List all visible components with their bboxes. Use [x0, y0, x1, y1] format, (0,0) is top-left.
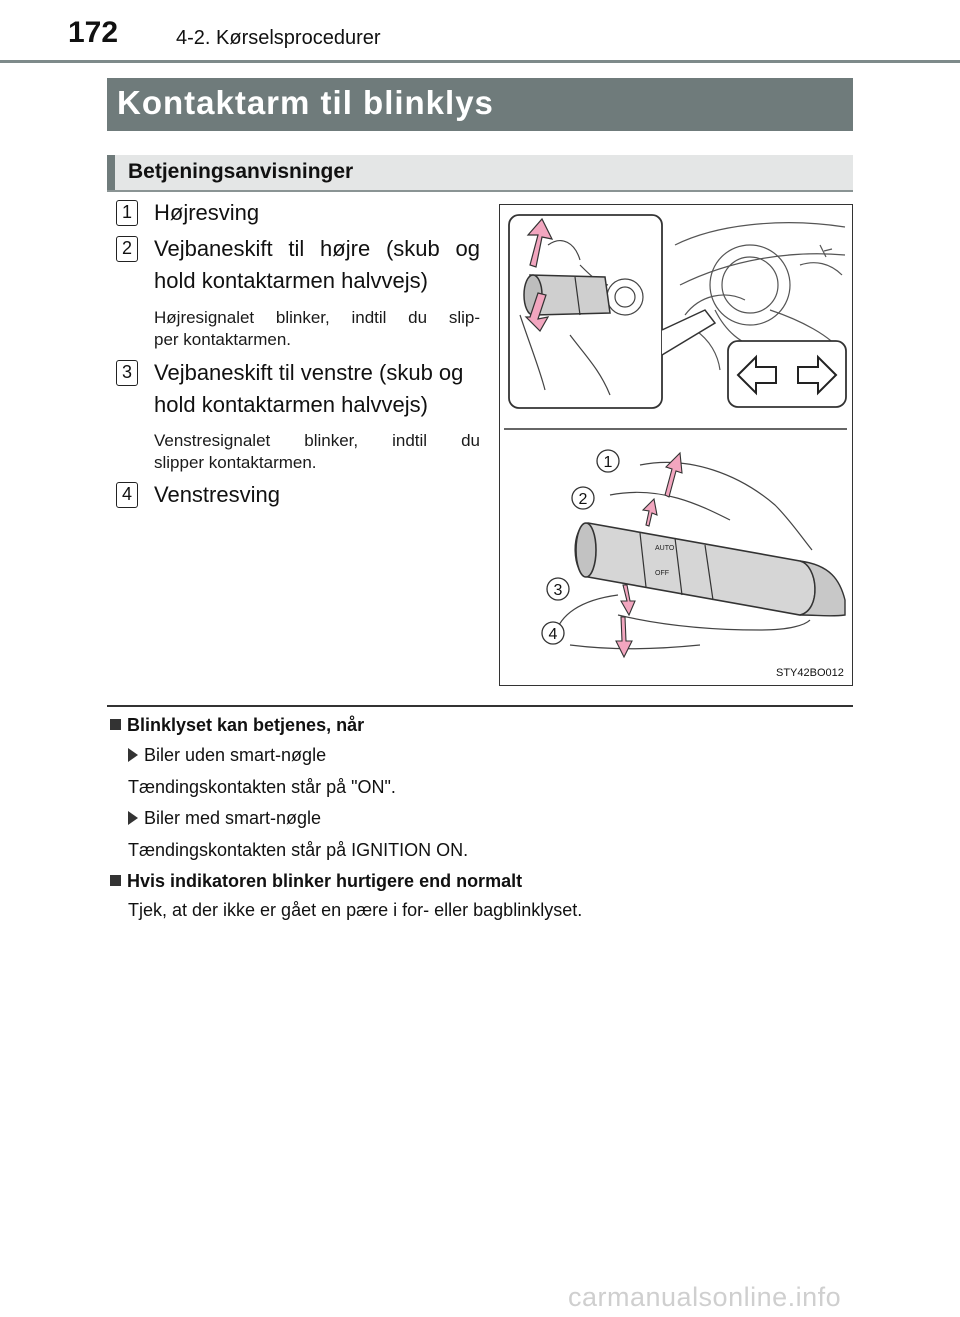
step-3-note-line-1: Venstresignalet blinker, indtil du: [154, 431, 480, 450]
arrow-right-turn: [665, 453, 682, 497]
lever-label-off: OFF: [655, 570, 669, 577]
note-text-1: Tændingskontakten står på "ON".: [128, 777, 396, 797]
callout-1-label: 1: [603, 454, 613, 471]
step-number-1: 1: [116, 200, 138, 226]
step-4-text: Venstresving: [154, 482, 280, 507]
step-number-2: 2: [116, 236, 138, 262]
bullet-1: [128, 745, 326, 766]
figure-code: STY42BO012: [776, 667, 844, 679]
callout-3-label: 3: [553, 582, 563, 599]
callout-3: [547, 578, 569, 600]
turn-signal-figure: [499, 204, 853, 686]
step-2-line-1: Vejbaneskift til højre (skub og: [154, 236, 480, 261]
inset-pointer: [662, 310, 715, 355]
callout-1: [597, 450, 619, 472]
step-2-note-line-1: Højresignalet blinker, indtil du slip-: [154, 308, 480, 327]
bullet-1-text: Biler uden smart-nøgle: [144, 745, 327, 765]
lever-label-auto: AUTO: [655, 545, 675, 552]
note-text-2: Tændingskontakten står på IGNITION ON.: [128, 840, 469, 860]
bullet-2-text: Biler med smart-nøgle: [144, 808, 322, 828]
step-3-line-2: hold kontaktarmen halvvejs): [154, 392, 428, 417]
note-heading-2-text: Hvis indikatoren blinker hurtigere end normalt: [127, 871, 523, 891]
step-3-line-1: Vejbaneskift til venstre (skub og: [154, 360, 464, 385]
step-number-4: 4: [116, 482, 138, 508]
note-heading-1-text: Blinklyset kan betjenes, når: [127, 715, 365, 735]
bullet-2: [128, 808, 321, 829]
step-2-line-2: hold kontaktarmen halvvejs): [154, 268, 428, 293]
subtitle-divider: [107, 190, 853, 192]
callout-4-label: 4: [548, 626, 558, 643]
arrow-lane-left: [621, 585, 635, 615]
square-bullet-icon: [110, 875, 121, 886]
step-1-text: Højresving: [154, 200, 260, 225]
arrow-lane-right: [643, 499, 657, 526]
step-2-note-line-2: per kontaktarmen.: [154, 330, 292, 349]
turn-signal-illustration: [500, 205, 851, 684]
arrow-left-turn: [616, 617, 632, 657]
subtitle: Betjeningsanvisninger: [128, 160, 354, 183]
step-3-note-line-2: slipper kontaktarmen.: [154, 453, 317, 472]
page-title: Kontaktarm til blinklys: [117, 84, 494, 121]
note-heading-1: [110, 715, 364, 736]
callout-2: [572, 487, 594, 509]
section-label: 4-2. Kørselsprocedurer: [176, 27, 381, 49]
square-bullet-icon: [110, 719, 121, 730]
section-divider: [107, 705, 853, 707]
page-number: 172: [68, 16, 119, 49]
note-text-3: Tjek, at der ikke er gået en pære i for- eller bagblinklyset.: [128, 900, 583, 920]
callout-2-label: 2: [578, 491, 588, 508]
step-number-3: 3: [116, 360, 138, 386]
triangle-bullet-icon: [128, 748, 138, 762]
triangle-bullet-icon: [128, 811, 138, 825]
watermark: carmanualsonline.info: [568, 1282, 842, 1312]
callout-4: [542, 622, 564, 644]
lower-lever: [575, 523, 845, 616]
note-heading-2: [110, 871, 522, 892]
header-divider: [0, 60, 960, 63]
